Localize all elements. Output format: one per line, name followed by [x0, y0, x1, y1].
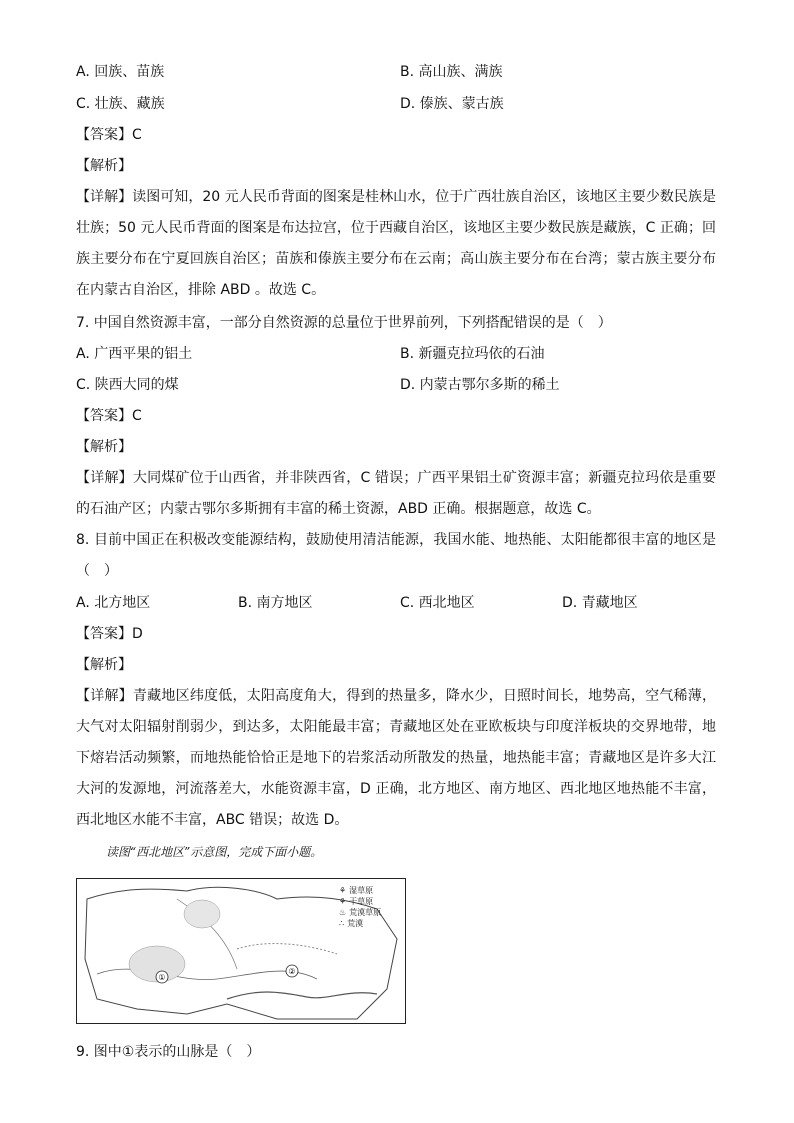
q7-option-d: D. 内蒙古鄂尔多斯的稀土: [400, 377, 560, 393]
q8-option-b: B. 南方地区: [238, 595, 313, 611]
desert-grassland-icon: ♨: [339, 908, 347, 917]
legend-desert: ∴ 荒漠: [339, 919, 364, 928]
q6-option-c: C. 壮族、藏族: [76, 96, 165, 112]
q8-option-c: C. 西北地区: [400, 595, 475, 611]
legend-dry-grassland: ⚘ 干草原: [339, 897, 374, 906]
q6-option-d: D. 傣族、蒙古族: [400, 96, 504, 112]
map-caption: 读图“西北地区”示意图，完成下面小题。: [106, 845, 323, 859]
q7-option-a: A. 广西平果的铝土: [76, 346, 193, 362]
desert-icon: ∴: [339, 919, 345, 928]
q7-stem: 7. 中国自然资源丰富，一部分自然资源的总量位于世界前列，下列搭配错误的是（ ）: [76, 315, 612, 331]
q8-option-a: A. 北方地区: [76, 595, 151, 611]
northwest-map: [76, 878, 406, 1024]
q8-analysis-label: 【解析】: [76, 657, 132, 673]
q9-stem: 9. 图中①表示的山脉是（ ）: [76, 1044, 261, 1060]
q6-option-b: B. 高山族、满族: [400, 64, 503, 80]
q7-option-c: C. 陕西大同的煤: [76, 377, 179, 393]
legend-wet-grassland: ⚘ 湿草原: [339, 886, 374, 895]
q7-analysis-label: 【解析】: [76, 439, 132, 455]
q6-analysis-label: 【解析】: [76, 158, 132, 174]
q8-option-d: D. 青藏地区: [562, 595, 638, 611]
map-label-1: ①: [158, 973, 166, 982]
dry-grassland-icon: ⚘: [339, 897, 347, 906]
wet-grassland-icon: ⚘: [339, 886, 347, 895]
q7-detail: 【详解】大同煤矿位于山西省，并非陕西省，C 错误；广西平果铝土矿资源丰富；新疆克拉玛依是重要的石油产区；内蒙古鄂尔多斯拥有丰富的稀土资源，ABD 正确。根据题意，故选 C。: [76, 470, 716, 517]
map-label-2: ②: [288, 967, 296, 976]
q7-answer: 【答案】C: [76, 408, 142, 424]
q7-option-b: B. 新疆克拉玛依的石油: [400, 346, 545, 362]
q8-detail: 【详解】青藏地区纬度低，太阳高度角大，得到的热量多，降水少，日照时间长，地势高，空气稀薄，大气对太阳辐射削弱少，到达多，太阳能最丰富；青藏地区处在亚欧板块与印度洋板块的交界地带，地下熔岩活动频繁，而地热能恰恰正是地下的岩浆活动所散发的热量，地热能丰富；青藏地区是许多大江大河的发源地，河流落差大，水能资源丰富，D 正确，北方地区、南方地区、西北地区地热能不丰富，西北地区水能不丰富，ABC 错误；故选 D。: [76, 688, 716, 828]
q8-answer: 【答案】D: [76, 626, 143, 642]
map-legend: [339, 885, 381, 929]
q6-detail: 【详解】读图可知，20 元人民币背面的图案是桂林山水，位于广西壮族自治区，该地区主要少数民族是壮族；50 元人民币背面的图案是布达拉宫，位于西藏自治区，该地区主要少数民族是藏族，C 正确；回族主要分布在宁夏回族自治区；苗族和傣族主要分布在云南；高山族主要分布在台湾；蒙古族主要分布在内蒙古自治区，排除 ABD 。故选 C。: [76, 189, 716, 298]
legend-desert-grassland: ♨ 荒漠草原: [339, 908, 382, 917]
q6-answer: 【答案】C: [76, 127, 142, 143]
q6-option-a: A. 回族、苗族: [76, 64, 165, 80]
q8-stem: 8. 目前中国正在积极改变能源结构，鼓励使用清洁能源，我国水能、地热能、太阳能都很丰富的地区是（ ）: [76, 532, 716, 579]
